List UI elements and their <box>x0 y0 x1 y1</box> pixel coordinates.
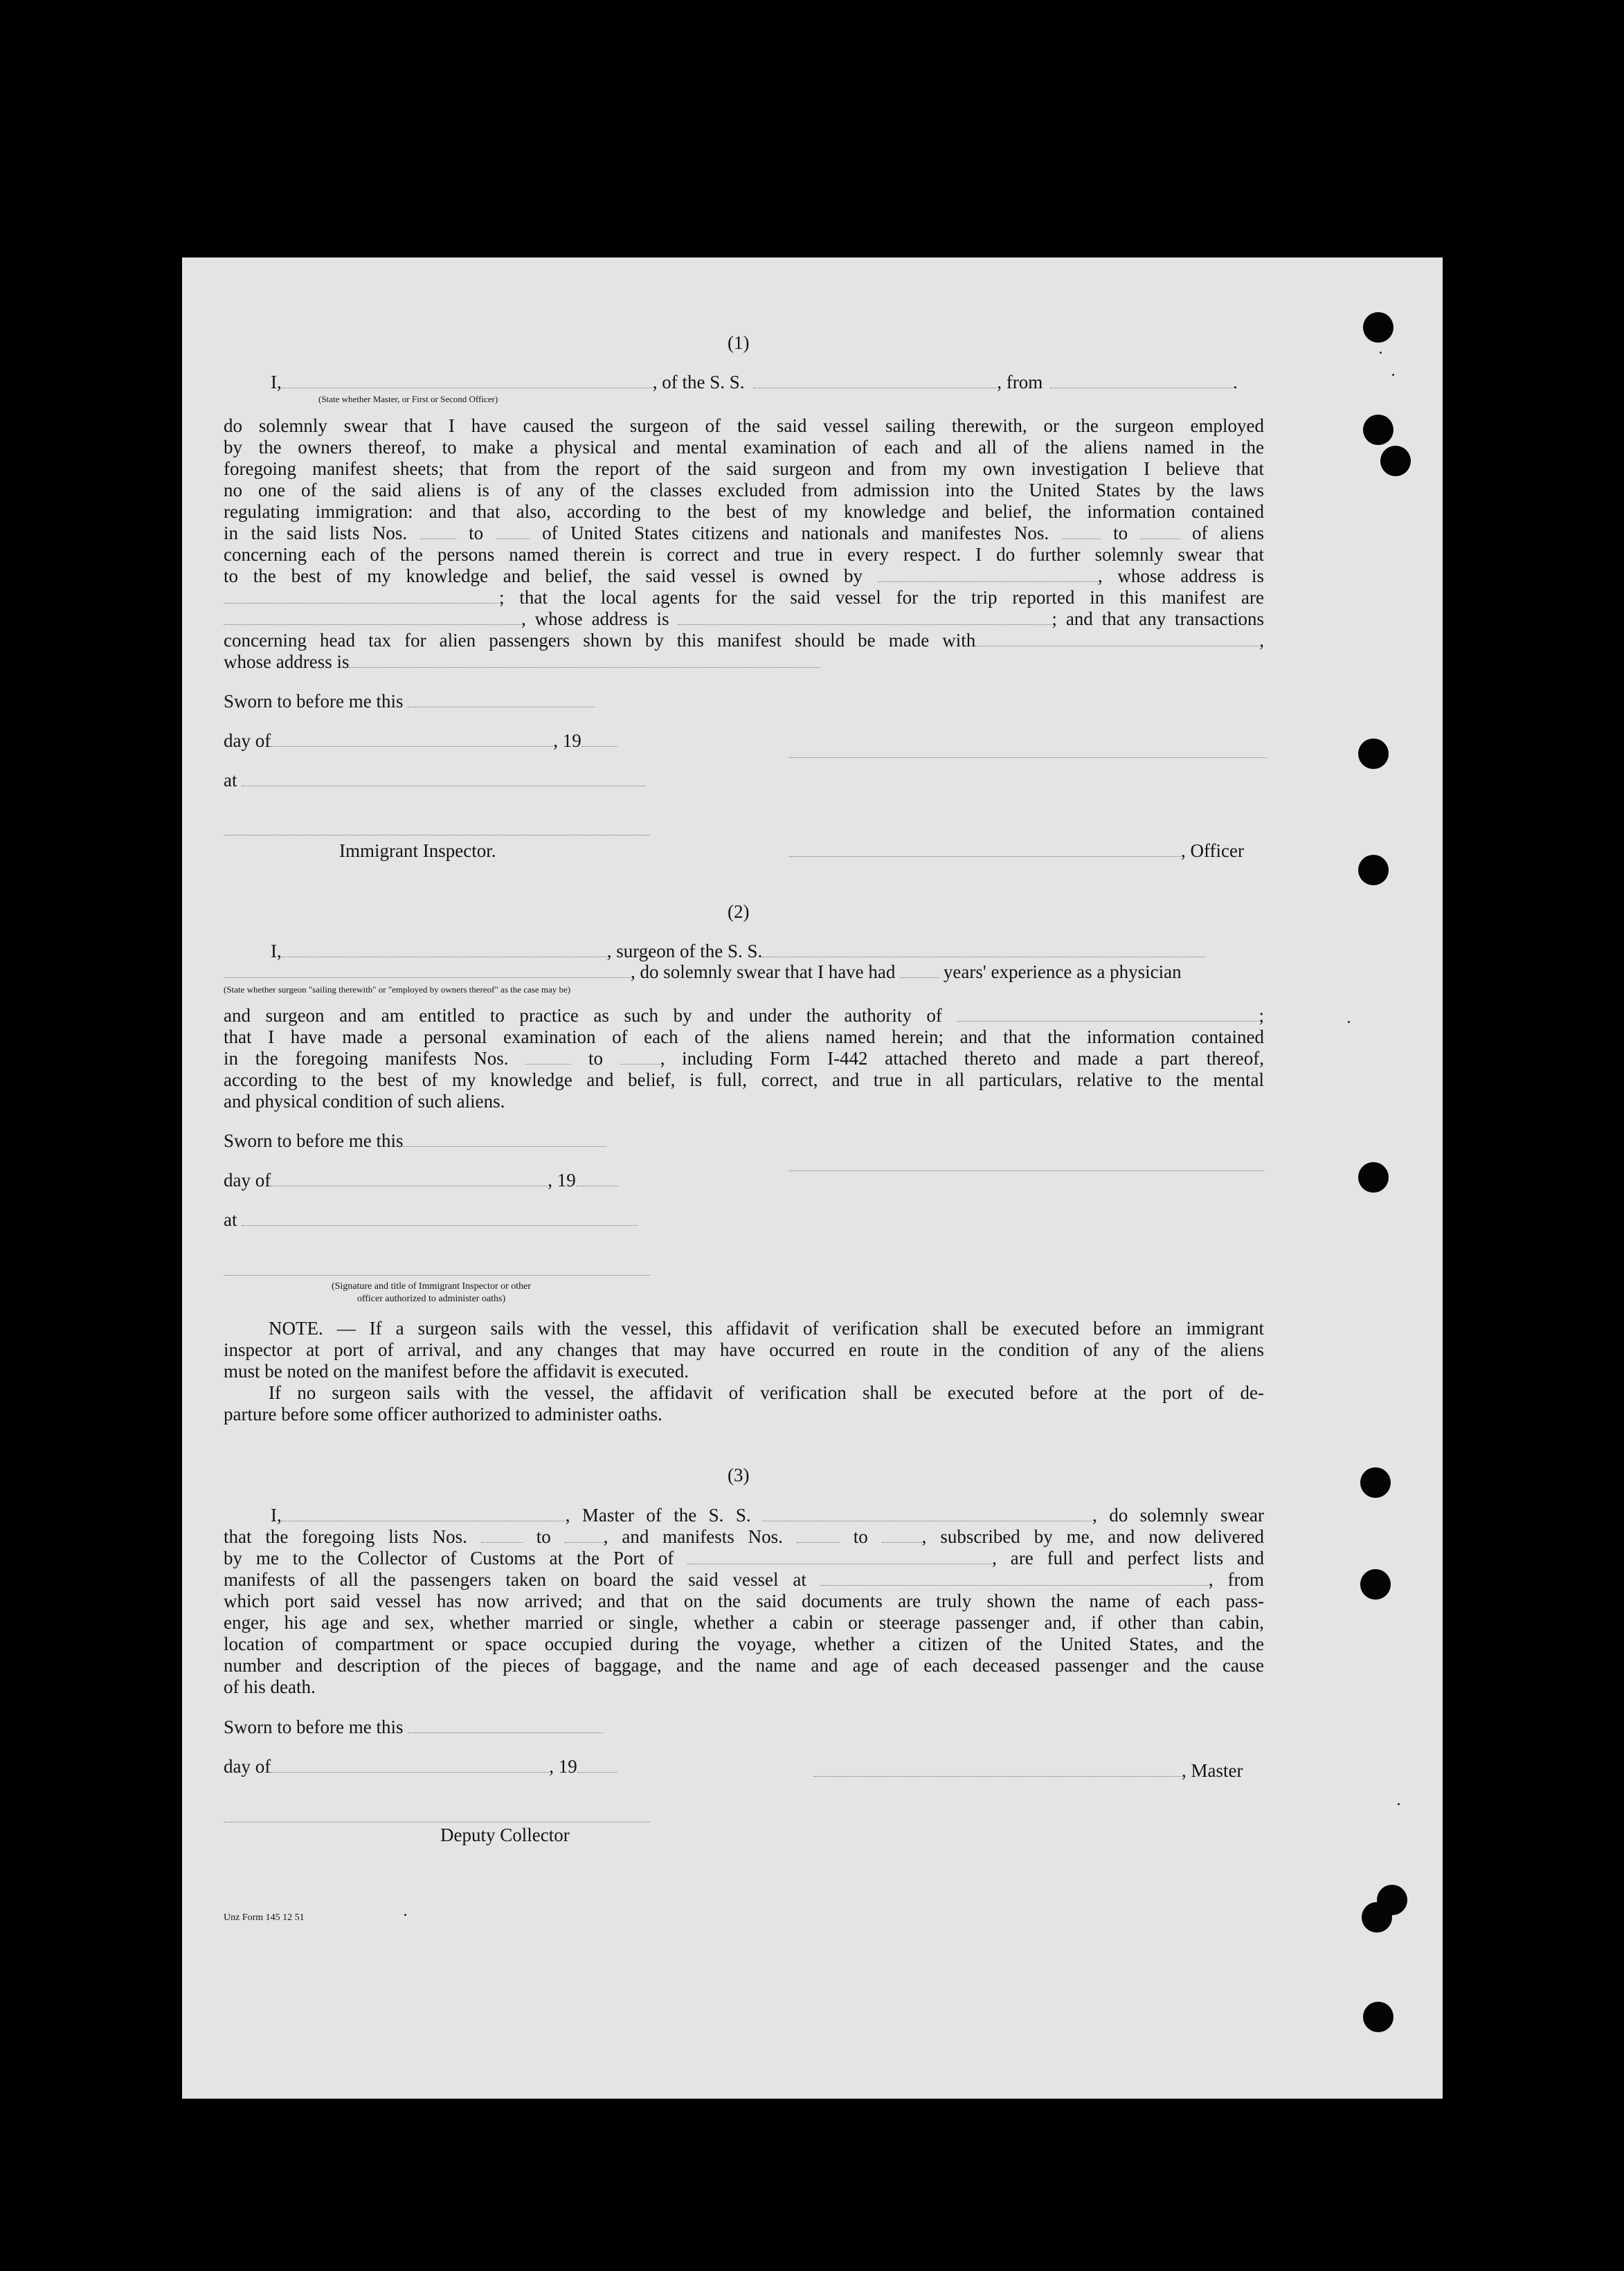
text: concerning head tax for alien passengers shown by this manifest should be made with <box>224 630 976 651</box>
text: , 19 <box>549 1756 577 1777</box>
text: of United States citizens and nationals and manifestes Nos. <box>542 523 1049 543</box>
s3-year-field[interactable] <box>577 1757 617 1773</box>
text: at <box>224 770 237 790</box>
s2-at <box>224 1209 638 1230</box>
binder-hole <box>1358 855 1389 885</box>
text: , from <box>997 372 1043 392</box>
s3-line-5: which port said vessel has now arrived; and that on the said documents are truly shown the name of each pass- <box>224 1591 1264 1611</box>
s1-officer-line <box>789 840 1244 861</box>
s2-surgeon-type-field[interactable] <box>224 962 631 978</box>
s3-day-of <box>224 1756 617 1777</box>
text: , subscribed by me, and now delivered <box>921 1526 1265 1547</box>
s2-manifests-to-field[interactable] <box>620 1049 660 1065</box>
binder-hole <box>1363 312 1393 343</box>
binder-hole <box>1358 1162 1389 1193</box>
lists-from-field[interactable] <box>420 523 456 539</box>
text: at <box>224 1209 237 1230</box>
s2-line-5 <box>224 1048 1264 1069</box>
s1-at-field[interactable] <box>242 770 646 786</box>
s2-sig-note-2: officer authorized to administer oaths) <box>357 1294 506 1304</box>
text: Sworn to before me this <box>224 691 404 712</box>
text: , Master of the S. S. <box>565 1505 751 1526</box>
s2-day-field[interactable] <box>271 1170 548 1186</box>
s1-officer-field[interactable] <box>789 841 1181 857</box>
from-port-field[interactable] <box>1050 372 1233 388</box>
s1-signature-line[interactable] <box>789 757 1267 758</box>
s2-years-field[interactable] <box>900 962 939 978</box>
s2-sig-note-1: (Signature and title of Immigrant Inspector or other <box>331 1281 532 1292</box>
section-2-number: (2) <box>728 901 750 922</box>
s1-line-5: regulating immigration: and that also, according to the best of my knowledge and belief, the information contained <box>224 501 1264 522</box>
s3-port-field[interactable] <box>687 1548 992 1564</box>
officer-field[interactable] <box>282 372 653 388</box>
text: in the said lists Nos. <box>224 523 408 543</box>
text: , do solemnly swear <box>1092 1505 1264 1526</box>
s1-line-6 <box>224 523 1264 544</box>
text: to <box>853 1526 868 1547</box>
s1-line-10 <box>224 608 1264 630</box>
s3-line-9: of his death. <box>224 1676 316 1697</box>
speck <box>1380 352 1382 354</box>
head-tax-address-field[interactable] <box>349 652 820 668</box>
text: , are full and perfect lists and <box>992 1548 1265 1568</box>
note-line-4: If no surgeon sails with the vessel, the affidavit of verification shall be executed before at the port of de- <box>269 1382 1264 1403</box>
manifests-from-field[interactable] <box>1062 523 1101 539</box>
binder-hole <box>1358 739 1389 769</box>
text: , surgeon of the S. S. <box>606 941 763 961</box>
note-line-1 <box>269 1318 1264 1339</box>
s2-line-3 <box>224 1005 1264 1026</box>
s2-authority-field[interactable] <box>957 1006 1259 1022</box>
section-1-number: (1) <box>728 332 750 353</box>
text: , including Form I-442 attached thereto and made a part thereof, <box>660 1048 1265 1069</box>
text: whose address is <box>224 651 350 672</box>
s1-inspector-label: Immigrant Inspector. <box>339 840 496 861</box>
s1-year-field[interactable] <box>581 731 617 747</box>
s1-line-1: do solemnly swear that I have caused the surgeon of the said vessel sailing therewith, or the surgeon employed <box>224 415 1264 436</box>
s3-boarding-port-field[interactable] <box>821 1570 1209 1586</box>
s3-master-signature-field[interactable] <box>813 1761 1182 1777</box>
s1-line-11 <box>224 630 1264 651</box>
s2-signature-line[interactable] <box>789 1170 1264 1171</box>
text: manifests of all the passengers taken on board the said vessel at <box>224 1569 806 1590</box>
text: , Officer <box>1181 840 1244 861</box>
s1-day-of <box>224 730 617 751</box>
s1-at <box>224 770 646 790</box>
binder-hole <box>1363 415 1393 445</box>
text: , from <box>1208 1569 1264 1590</box>
text: to <box>469 523 484 543</box>
text: and surgeon and am entitled to practice as such by and under the authority of <box>224 1005 942 1026</box>
text: to <box>1113 523 1128 543</box>
s1-sworn-date-field[interactable] <box>408 691 595 707</box>
text: , whose address is <box>1097 566 1264 586</box>
form-number: Unz Form 145 12 51 <box>224 1912 305 1923</box>
s1-line-7: concerning each of the persons named therein is correct and true in every respect. I do further solemnly swear that <box>224 544 1264 565</box>
s3-line-8: number and description of the pieces of baggage, and the name and age of each deceased passenger and the cause <box>224 1655 1264 1676</box>
s3-line-7: location of compartment or space occupied during the voyage, whether a citizen of the United States, and the <box>224 1634 1264 1654</box>
s1-line-4: no one of the said aliens is of any of the classes excluded from admission into the United States by the laws <box>224 480 1264 500</box>
s1-line-2: by the owners thereof, to make a physical and mental examination of each and all of the aliens named in the <box>224 437 1264 458</box>
s2-day-of <box>224 1170 617 1191</box>
agents-address-field[interactable] <box>678 609 1052 625</box>
text: , and manifests Nos. <box>603 1526 783 1547</box>
s2-line-2 <box>224 961 1182 982</box>
text: NOTE. — If a surgeon sails with the vessel, this affidavit of verification shall be executed before an immigrant <box>269 1318 1264 1339</box>
s3-deputy-label: Deputy Collector <box>440 1825 570 1845</box>
form-page <box>182 257 1443 2099</box>
text: by me to the Collector of Customs at the Port of <box>224 1548 674 1568</box>
note-line-5: parture before some officer authorized to administer oaths. <box>224 1404 662 1424</box>
officer-note: (State whether Master, or First or Second Officer) <box>318 394 498 404</box>
s3-lists-to-field[interactable] <box>565 1527 604 1543</box>
text: I, <box>271 941 282 961</box>
note-line-3: must be noted on the manifest before the affidavit is executed. <box>224 1361 689 1382</box>
speck <box>1348 1021 1350 1023</box>
text: , Master <box>1182 1760 1243 1781</box>
line-i <box>271 372 1238 392</box>
text: to <box>536 1526 551 1547</box>
binder-hole <box>1380 446 1411 476</box>
text: , 19 <box>548 1170 576 1191</box>
text: Sworn to before me this <box>224 1717 404 1737</box>
s2-manifests-from-field[interactable] <box>525 1049 571 1065</box>
text: Sworn to before me this <box>224 1130 404 1151</box>
s3-day-field[interactable] <box>271 1757 549 1773</box>
s2-sworn-date-field[interactable] <box>403 1131 606 1147</box>
binder-hole <box>1362 1902 1392 1933</box>
text: . <box>1233 372 1238 392</box>
text: that the foregoing lists Nos. <box>224 1526 467 1547</box>
s2-line-4: that I have made a personal examination of each of the aliens named herein; and that the information contained <box>224 1026 1264 1047</box>
s2-surgeon-name-field[interactable] <box>282 941 607 957</box>
s2-line-6: according to the best of my knowledge and belief, is full, correct, and true in all particulars, relative to the mental <box>224 1069 1264 1090</box>
speck <box>1392 374 1394 376</box>
text: in the foregoing manifests Nos. <box>224 1048 509 1069</box>
s1-line-12 <box>224 651 820 672</box>
owner-address-field[interactable] <box>224 588 499 604</box>
s3-sworn-date-field[interactable] <box>408 1717 603 1733</box>
s3-master-line <box>813 1760 1243 1781</box>
lists-to-field[interactable] <box>496 523 530 539</box>
head-tax-field[interactable] <box>975 631 1259 646</box>
s1-line-3: foregoing manifest sheets; that from the report of the said surgeon and from my own investigation I believe that <box>224 458 1264 479</box>
text: I, <box>271 1505 282 1526</box>
text: I, <box>271 372 282 392</box>
s1-day-field[interactable] <box>271 731 553 747</box>
s3-line-3 <box>224 1548 1264 1569</box>
note-line-2: inspector at port of arrival, and any changes that may have occurred en route in the condition of any of the aliens <box>224 1339 1264 1360</box>
text: , <box>1259 630 1264 651</box>
s3-line-6: enger, his age and sex, whether married or single, whether a cabin or steerage passenger and, if other than cabin, <box>224 1612 1264 1633</box>
s2-sworn <box>224 1130 606 1151</box>
text: , 19 <box>553 730 581 751</box>
text: of aliens <box>1192 523 1264 543</box>
speck <box>404 1914 406 1916</box>
binder-hole <box>1360 1467 1391 1498</box>
s2-inspector-line[interactable] <box>224 1275 650 1276</box>
s3-line-4 <box>224 1569 1264 1591</box>
text: day of <box>224 1170 271 1191</box>
s3-ship-field[interactable] <box>763 1505 1092 1521</box>
s3-sworn <box>224 1717 603 1737</box>
s3-lists-from-field[interactable] <box>481 1527 523 1543</box>
s3-manifests-to-field[interactable] <box>882 1527 922 1543</box>
s2-ship-field[interactable] <box>762 941 1205 957</box>
text: , whose address is <box>521 608 669 629</box>
s1-line-8 <box>224 566 1264 587</box>
text: day of <box>224 1756 271 1777</box>
s2-line-1 <box>271 941 1205 961</box>
s2-year-field[interactable] <box>576 1170 617 1186</box>
s2-line-7: and physical condition of such aliens. <box>224 1091 505 1112</box>
agents-field[interactable] <box>224 609 521 625</box>
s3-master-name-field[interactable] <box>282 1505 566 1521</box>
text: , do solemnly swear that I have had <box>631 961 896 982</box>
s2-at-field[interactable] <box>242 1210 638 1226</box>
text: ; that the local agents for the said vessel for the trip reported in this manifest are <box>499 587 1264 608</box>
text: to the best of my knowledge and belief, the said vessel is owned by <box>224 566 863 586</box>
s1-line-9 <box>224 587 1264 608</box>
speck <box>1398 1803 1400 1805</box>
surgeon-note: (State whether surgeon "sailing therewith" or "employed by owners thereof" as the case may be) <box>224 984 571 995</box>
text: to <box>588 1048 603 1069</box>
section-3-number: (3) <box>728 1465 750 1485</box>
text: years' experience as a physician <box>943 961 1182 982</box>
text: ; <box>1258 1005 1265 1026</box>
binder-hole <box>1363 2002 1393 2032</box>
manifests-to-field[interactable] <box>1141 523 1180 539</box>
ship-name-field[interactable] <box>753 372 997 388</box>
text: ; and that any transactions <box>1052 608 1264 629</box>
s1-sworn <box>224 691 595 712</box>
text: day of <box>224 730 271 751</box>
binder-hole <box>1360 1569 1391 1600</box>
text: , of the S. S. <box>652 372 745 392</box>
s3-line-2 <box>224 1526 1264 1548</box>
s3-manifests-from-field[interactable] <box>797 1527 840 1543</box>
s3-line-1 <box>271 1505 1264 1526</box>
owner-field[interactable] <box>878 566 1098 582</box>
